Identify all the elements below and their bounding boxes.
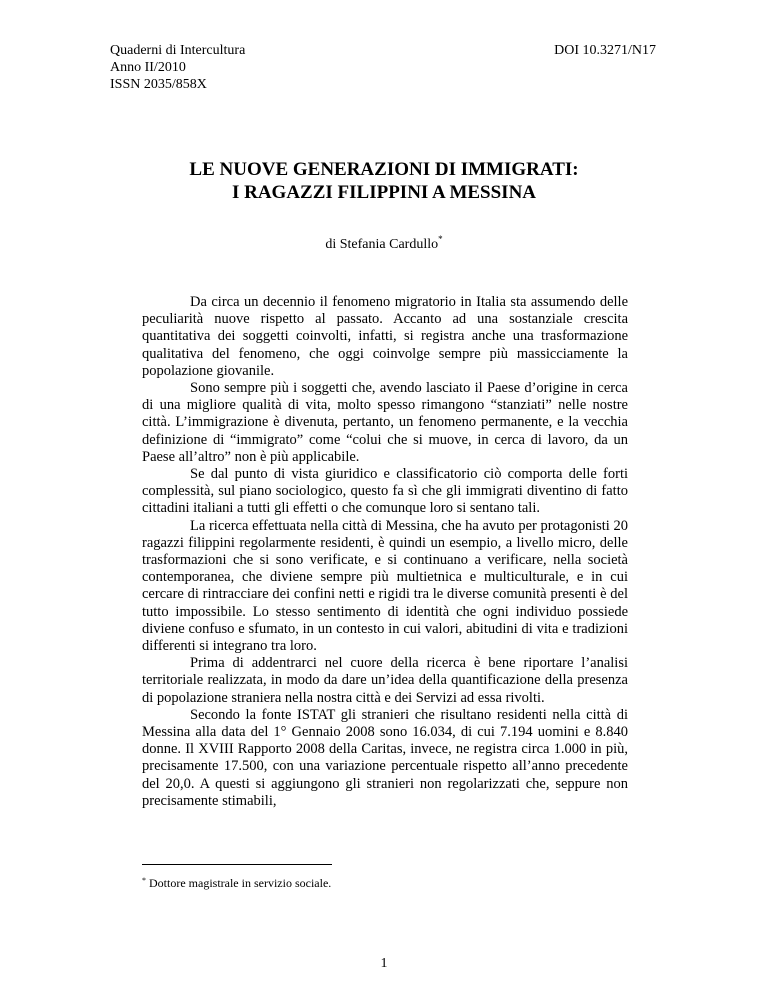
footnote-text: Dottore magistrale in servizio sociale. bbox=[149, 876, 332, 890]
doi: DOI 10.3271/N17 bbox=[554, 43, 656, 58]
footnote-divider bbox=[142, 864, 332, 865]
journal-info bbox=[110, 42, 245, 93]
article-body bbox=[142, 294, 628, 810]
paragraph-5: Prima di addentrarci nel cuore della ricerca è bene riportare l’analisi territoriale realizzata, in modo da dare un’idea della quantificazione della presenza di popolazione straniera nella nostra città e dei Servizi ad essa rivolti. bbox=[142, 655, 628, 706]
author-name: di Stefania Cardullo bbox=[325, 237, 439, 252]
article-title bbox=[0, 158, 768, 204]
title-line-2: I RAGAZZI FILIPPINI A MESSINA bbox=[231, 182, 537, 203]
journal-year: Anno II/2010 bbox=[110, 60, 186, 75]
journal-issn: ISSN 2035/858X bbox=[110, 77, 207, 92]
journal-name: Quaderni di Intercultura bbox=[110, 43, 246, 58]
paragraph-4: La ricerca effettuata nella città di Messina, che ha avuto per protagonisti 20 ragazzi filippini regolarmente residenti, è quindi un esempio, a livello micro, delle trasformazioni che si sono verificate, e si continuano a verificare, nella società contemporanea, che diviene sempre più multietnica e multiculturale, e in cui cercare di rintracciare dei confini netti e rigidi tra le diverse comunità presenti è del tutto impossibile. Lo stesso sentimento di identità che ogni individuo possiede diviene confuso e sfumato, in un contesto in cui valori, abitudini di vita e tradizioni differenti si integrano tra loro. bbox=[142, 517, 628, 655]
author-footnote-marker: * bbox=[438, 234, 443, 244]
footnote-marker: * bbox=[142, 876, 146, 885]
paragraph-2: Sono sempre più i soggetti che, avendo lasciato il Paese d’origine in cerca di una migliore qualità di vita, molto spesso rimangono “stanziati” nelle nostre città. L’immigrazione è divenuta, pertanto, un fenomeno permanente, e la vecchia definizione di “immigrato” come “colui che si muove, in cerca di lavoro, da un Paese all’altro” non è più applicabile. bbox=[142, 380, 628, 465]
title-line-1: LE NUOVE GENERAZIONI DI IMMIGRATI: bbox=[189, 159, 579, 180]
page-number: 1 bbox=[380, 956, 388, 971]
paragraph-1: Da circa un decennio il fenomeno migratorio in Italia sta assumendo delle peculiarità nuove rispetto al passato. Accanto ad una sostanziale crescita quantitativa dei soggetti coinvolti, infatti, si registra anche una trasformazione qualitativa del fenomeno, che oggi coinvolge sempre più massicciamente la popolazione giovanile. bbox=[142, 294, 628, 379]
paragraph-3: Se dal punto di vista giuridico e classificatorio ciò comporta delle forti complessità, sul piano sociologico, questo fa sì che gli immigrati diventino di fatto cittadini italiani a tutti gli effetti o che comunque loro si sentano tali. bbox=[142, 466, 628, 517]
author-byline bbox=[0, 234, 768, 253]
footnote bbox=[142, 876, 331, 891]
paragraph-6: Secondo la fonte ISTAT gli stranieri che risultano residenti nella città di Messina alla data del 1° Gennaio 2008 sono 16.034, di cui 7.194 uomini e 8.840 donne. Il XVIII Rapporto 2008 della Caritas, invece, ne registra circa 1.000 in più, precisamente 17.500, con una variazione percentuale rispetto all’anno precedente del 20,0. A questi si aggiungono gli stranieri non regolarizzati che, seppure non precisamente stimabili, bbox=[142, 706, 628, 809]
